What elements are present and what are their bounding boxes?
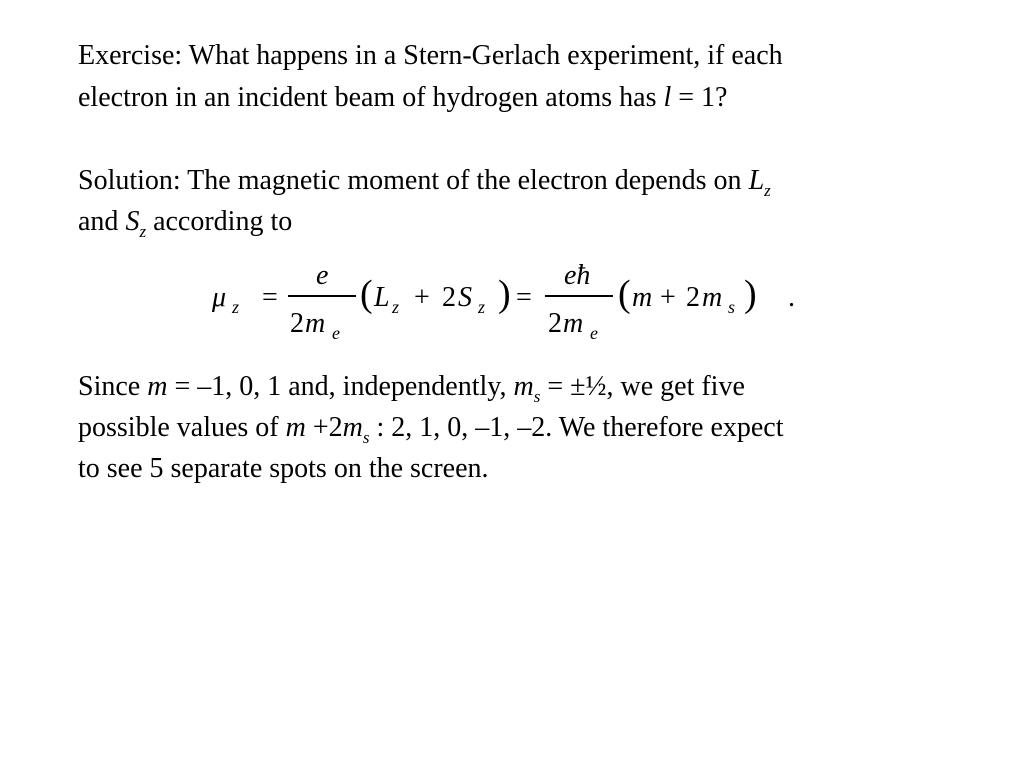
eq-ms: m: [702, 282, 723, 313]
exercise-text-1: Exercise: What happens in a Stern-Gerlach experiment, if each: [78, 40, 783, 71]
since-sub-s-2: s: [362, 428, 370, 447]
eq-frac1-bar: [288, 295, 356, 297]
since-text-1c: = ±½, we get five: [540, 371, 745, 402]
eq-ms-sub: s: [728, 297, 736, 317]
since-line-1: [78, 371, 745, 406]
eq-mu: μ: [212, 282, 227, 313]
since-text-2a: possible values of: [78, 412, 286, 443]
eq-mu-sub: z: [232, 297, 240, 317]
since-text-3: to see 5 separate spots on the screen.: [78, 453, 489, 484]
since-var-m: m: [147, 371, 168, 402]
since-line-2: [78, 412, 784, 447]
eq-frac2-den-coef: 2: [548, 308, 562, 339]
eq-plus-2: +: [660, 282, 676, 313]
eq-rparen-2: ): [744, 273, 757, 315]
solution-text-1: Solution: The magnetic moment of the electron depends on: [78, 165, 749, 196]
since-line-3: [78, 455, 489, 483]
eq-2ms-coef: 2: [686, 282, 700, 313]
exercise-text-2-suffix: = 1?: [671, 82, 728, 113]
eq-S: S: [458, 282, 472, 313]
exercise-text-2: electron in an incident beam of hydrogen atoms has: [78, 82, 664, 113]
since-sub-s: s: [533, 387, 541, 406]
since-var-ms-2: m: [342, 412, 363, 443]
eq-L-sub: z: [392, 297, 400, 317]
eq-frac2-den-var: m: [563, 308, 584, 339]
eq-equals-1: =: [262, 282, 278, 313]
eq-plus-1: +: [414, 282, 430, 313]
solution-var-L: L: [748, 165, 765, 196]
exercise-var-l: l: [663, 82, 672, 113]
eq-S-sub: z: [478, 297, 486, 317]
eq-2S-coef: 2: [442, 282, 456, 313]
eq-equals-2: =: [516, 282, 532, 313]
since-var-ms: m: [513, 371, 534, 402]
eq-m: m: [632, 282, 653, 313]
eq-frac2-bar: [545, 295, 613, 297]
solution-text-2-suffix: according to: [146, 206, 293, 237]
eq-frac2-den-sub: e: [590, 323, 598, 343]
eq-lparen-1: (: [360, 273, 373, 315]
since-text-2b: +2: [305, 412, 343, 443]
since-text-1b: = –1, 0, 1 and, independently,: [167, 371, 514, 402]
eq-rparen-1: ): [498, 273, 511, 315]
eq-period: .: [788, 282, 795, 313]
since-text-1a: Since: [78, 371, 148, 402]
solution-text-2: and: [78, 206, 126, 237]
eq-frac2-num: eħ: [564, 260, 591, 291]
solution-sub-z-2: z: [139, 222, 147, 241]
since-text-2c: : 2, 1, 0, –1, –2. We therefore expect: [369, 412, 784, 443]
eq-frac1-den-var: m: [305, 308, 326, 339]
eq-frac1-num: e: [316, 260, 329, 291]
eq-lparen-2: (: [618, 273, 631, 315]
eq-L: L: [374, 282, 390, 313]
eq-frac1-den-coef: 2: [290, 308, 304, 339]
solution-var-S: S: [125, 206, 140, 237]
since-var-m-2: m: [285, 412, 306, 443]
eq-frac1-den-sub: e: [332, 323, 340, 343]
solution-sub-z: z: [764, 181, 771, 200]
